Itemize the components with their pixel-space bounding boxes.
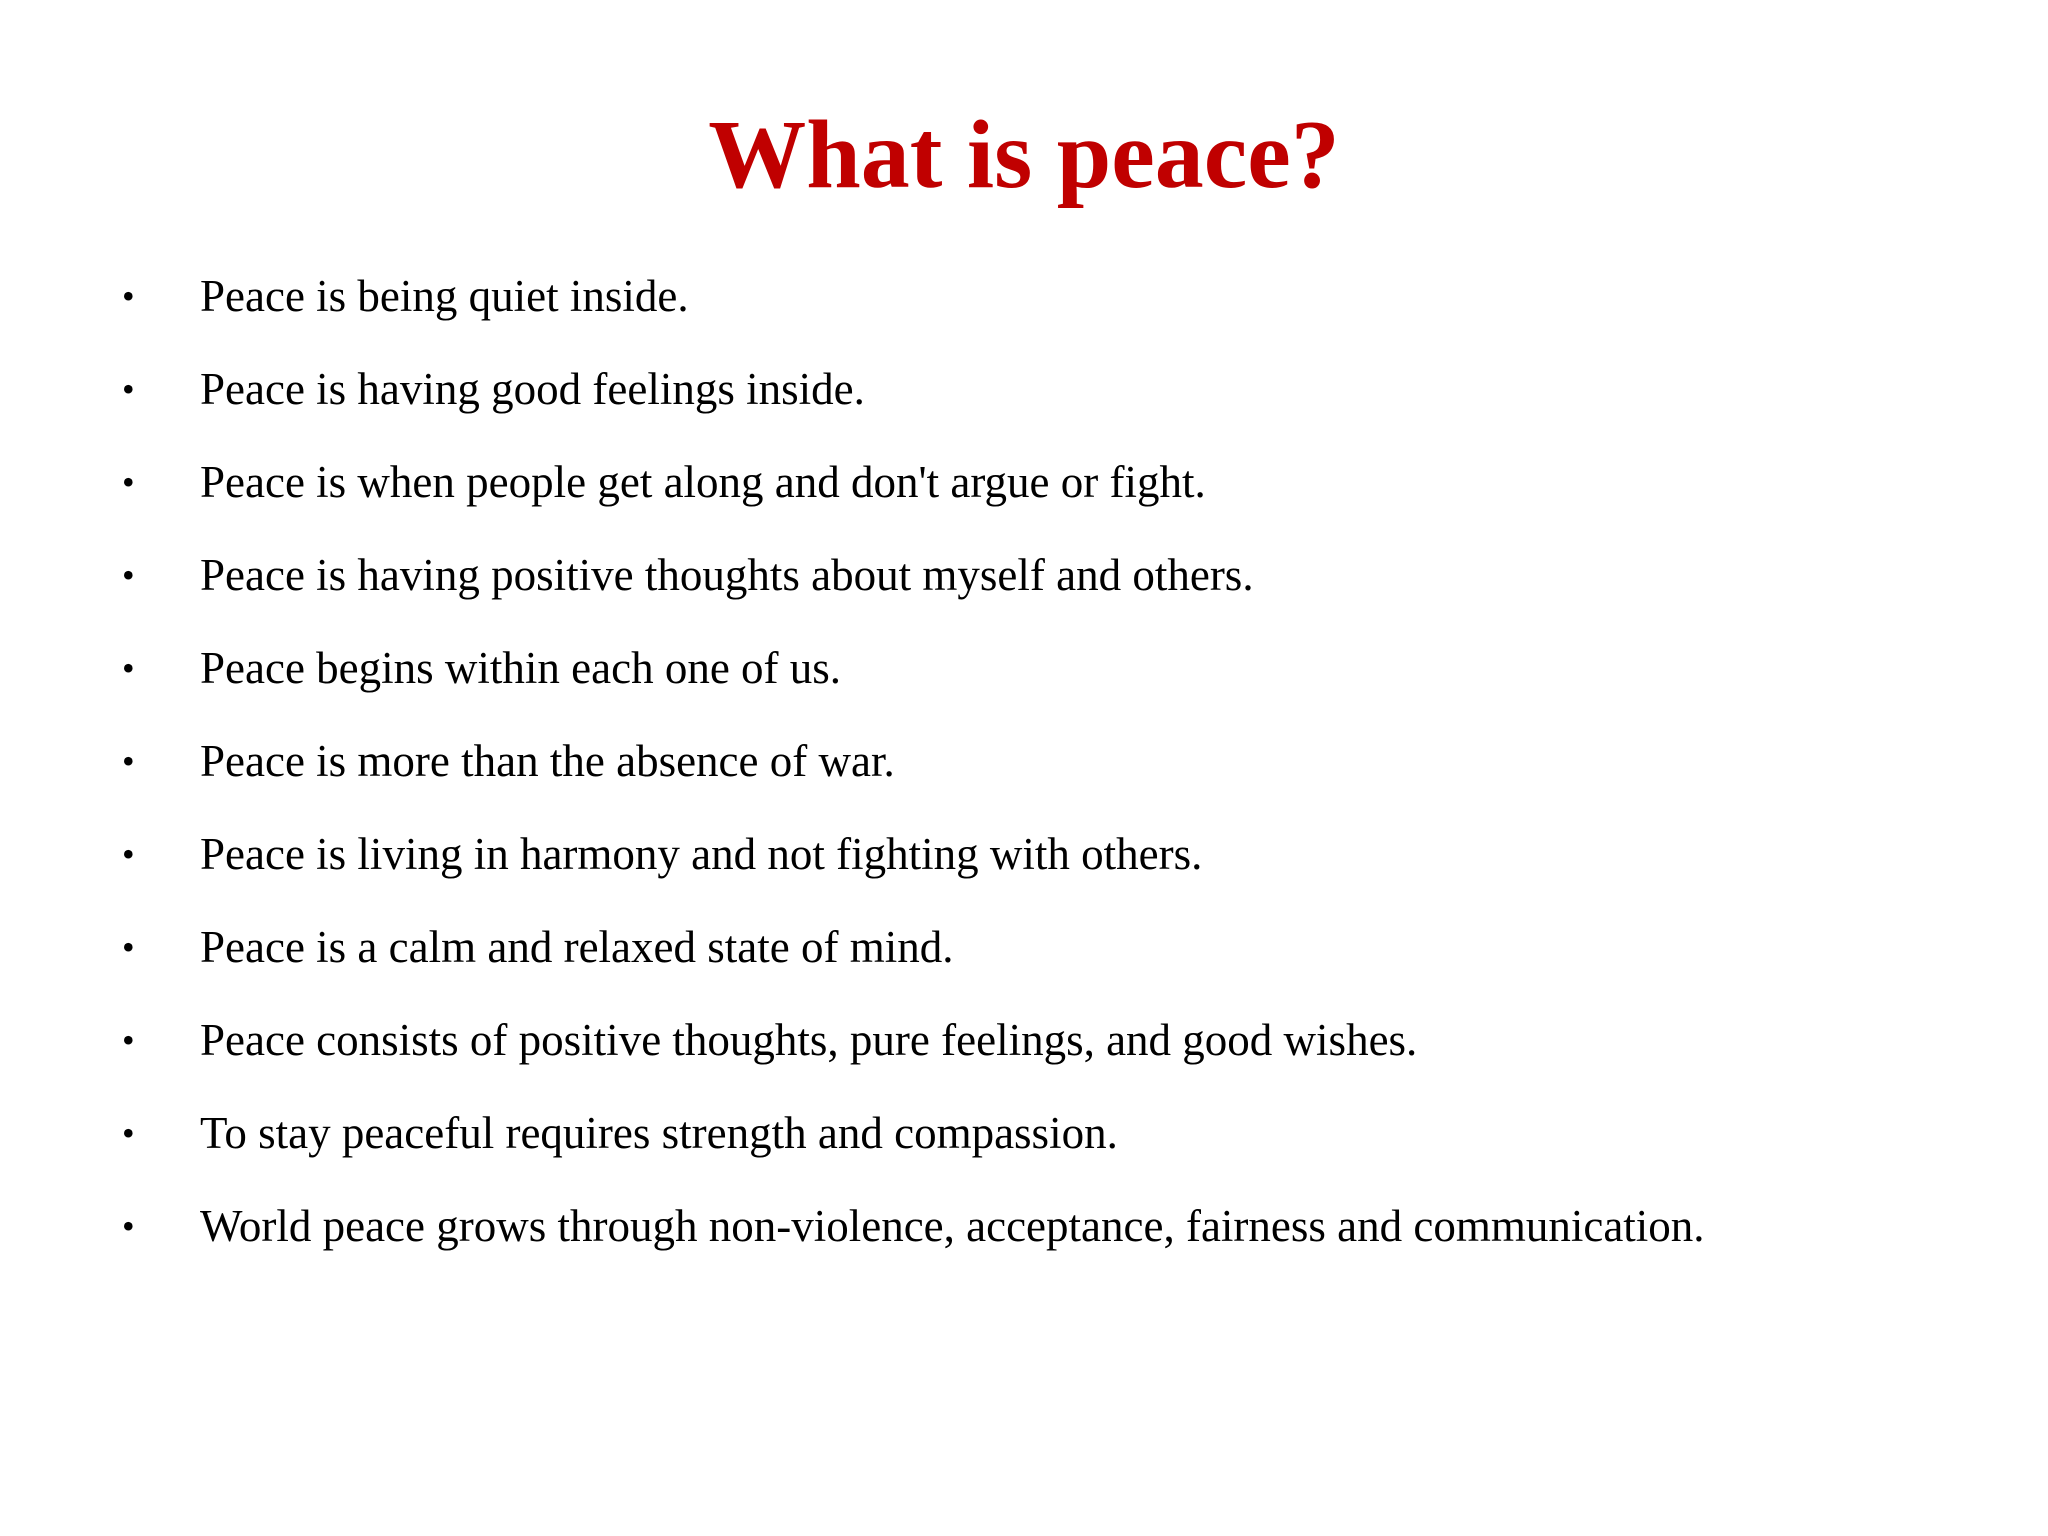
bullet-text: Peace is a calm and relaxed state of mind. [200, 922, 954, 972]
bullet-text: Peace begins within each one of us. [200, 643, 842, 693]
bullet-text: Peace is being quiet inside. [200, 271, 689, 321]
bullet-icon: • [122, 1020, 135, 1060]
bullet-icon: • [122, 276, 135, 316]
bullet-icon: • [122, 1113, 135, 1153]
bullet-text: World peace grows through non-violence, acceptance, fairness and communication. [200, 1201, 1705, 1251]
bullet-text: Peace is more than the absence of war. [200, 736, 895, 786]
slide-title: What is peace? [708, 101, 1340, 209]
bullet-text: To stay peaceful requires strength and compassion. [200, 1108, 1118, 1158]
bullet-icon: • [122, 741, 135, 781]
bullet-icon: • [122, 834, 135, 874]
bullet-text: Peace is living in harmony and not fighting with others. [200, 829, 1203, 879]
bullet-icon: • [122, 555, 135, 595]
bullet-icon: • [122, 1206, 135, 1246]
bullet-icon: • [122, 927, 135, 967]
bullet-icon: • [122, 369, 135, 409]
bullet-text: Peace is when people get along and don't argue or fight. [200, 457, 1206, 507]
bullet-text: Peace consists of positive thoughts, pure feelings, and good wishes. [200, 1015, 1418, 1065]
bullet-text: Peace is having good feelings inside. [200, 364, 865, 414]
bullet-text: Peace is having positive thoughts about myself and others. [200, 550, 1254, 600]
bullet-icon: • [122, 648, 135, 688]
bullet-icon: • [122, 462, 135, 502]
